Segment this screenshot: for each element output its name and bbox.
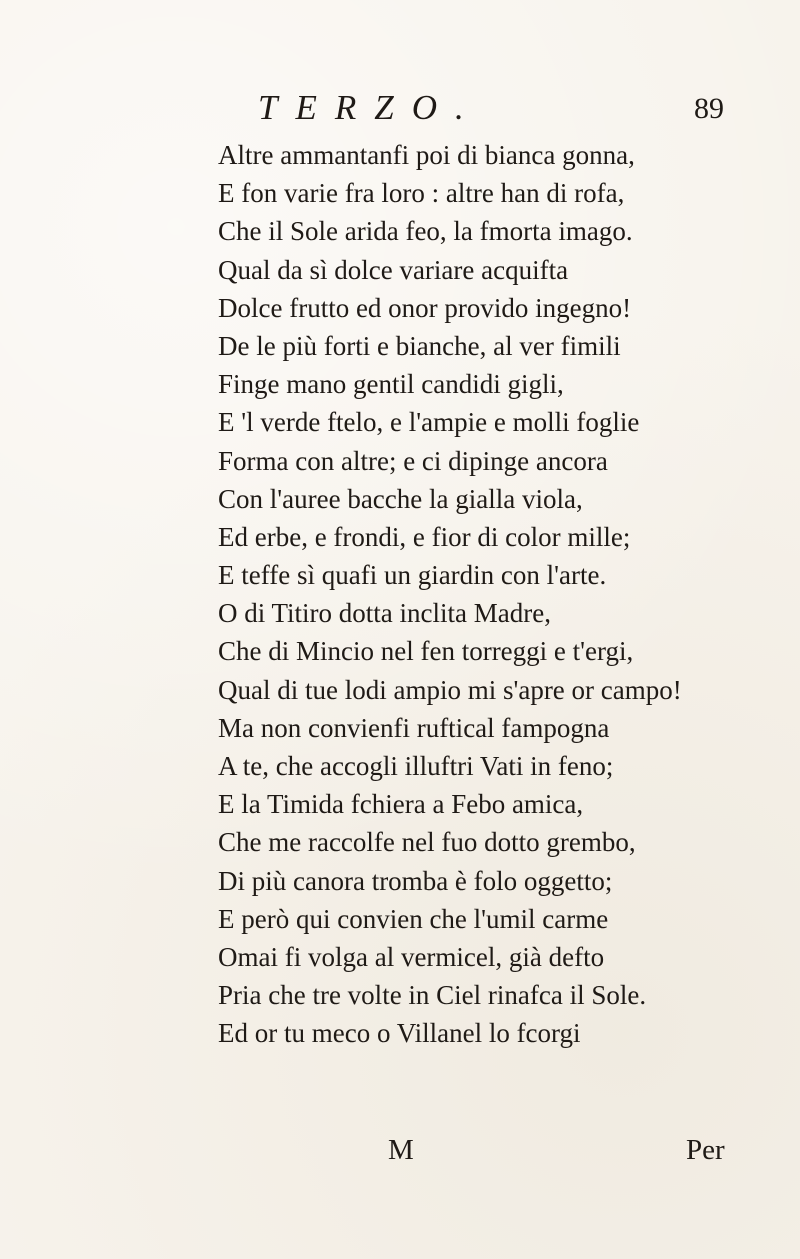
- verse-line: Forma con altre; e ci dipinge ancora: [218, 445, 608, 476]
- verse-line: Con l'auree bacche la gialla viola,: [218, 483, 583, 514]
- verse-line: E 'l verde ftelo, e l'ampie e molli foglie: [218, 407, 640, 438]
- verse-line: E però qui convien che l'umil carme: [218, 903, 609, 934]
- verse-line: Di più canora tromba è folo oggetto;: [218, 865, 613, 896]
- running-head: TERZO.: [258, 88, 482, 127]
- verse-line: Qual da sì dolce variare acquifta: [218, 254, 569, 285]
- verse-line: A te, che accogli illuftri Vati in feno;: [218, 751, 614, 781]
- verse-line: Finge mano gentil candidi gigli,: [218, 369, 564, 400]
- verse-line: De le più forti e bianche, al ver fimili: [218, 330, 621, 361]
- verse-line: E teffe sì quafi un giardin con l'arte.: [218, 560, 607, 591]
- verse-line: Qual di tue lodi ampio mi s'apre or campo!: [218, 674, 682, 705]
- verse-line: Che il Sole arida feo, la fmorta imago.: [218, 216, 633, 247]
- verse-line: Ed or tu meco o Villanel lo fcorgi: [218, 1018, 581, 1049]
- verse-list: [218, 136, 778, 1053]
- catchword: Per: [686, 1134, 725, 1166]
- verse-line: Ed erbe, e frondi, e fior di color mille;: [218, 521, 631, 552]
- signature-mark: M: [388, 1134, 414, 1166]
- verse-line: Altre ammantanfi poi di bianca gonna,: [218, 140, 635, 170]
- verse-line: E la Timida fchiera a Febo amica,: [218, 789, 584, 820]
- verse-line: Omai fi volga al vermicel, già defto: [218, 941, 605, 972]
- verse-line: Dolce frutto ed onor provido ingegno!: [218, 292, 632, 323]
- page-number: 89: [694, 92, 724, 125]
- verse-line: Ma non convienfi ruftical fampogna: [218, 712, 610, 743]
- verse-line: E fon varie fra loro : altre han di rofa,: [218, 178, 625, 209]
- verse-line: Che di Mincio nel fen torreggi e t'ergi,: [218, 636, 634, 667]
- verse-line: O di Titiro dotta inclita Madre,: [218, 598, 551, 629]
- verse-line: Che me raccolfe nel fuo dotto grembo,: [218, 827, 636, 858]
- verse-line: Pria che tre volte in Ciel rinafca il Sole.: [218, 980, 647, 1011]
